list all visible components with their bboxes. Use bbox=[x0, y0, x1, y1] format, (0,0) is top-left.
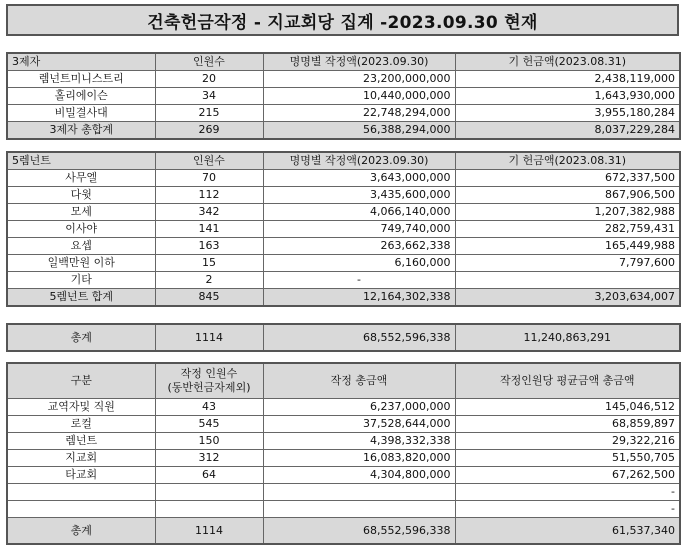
table-5-remnant bbox=[6, 151, 681, 307]
header-count: 인원수 bbox=[155, 53, 263, 71]
header-average: 작정인원당 평균금액 총금액 bbox=[455, 363, 680, 399]
row-name: 요셉 bbox=[7, 238, 155, 255]
row-pledge bbox=[263, 501, 455, 518]
row-name: 렘넌트 bbox=[7, 433, 155, 450]
header-offered: 기 헌금액(2023.08.31) bbox=[455, 53, 680, 71]
row-average: 68,859,897 bbox=[455, 416, 680, 433]
row-count: 15 bbox=[155, 255, 263, 272]
table-header-row bbox=[7, 363, 680, 399]
row-name: 다윗 bbox=[7, 187, 155, 204]
row-name: 이사야 bbox=[7, 221, 155, 238]
row-name bbox=[7, 484, 155, 501]
row-name: 교역자및 직원 bbox=[7, 399, 155, 416]
row-count: 342 bbox=[155, 204, 263, 221]
row-pledge: 4,066,140,000 bbox=[263, 204, 455, 221]
row-average: - bbox=[455, 501, 680, 518]
total-pledge: 56,388,294,000 bbox=[263, 122, 455, 140]
total-count: 269 bbox=[155, 122, 263, 140]
row-count: 215 bbox=[155, 105, 263, 122]
total-label: 5렘넌트 합계 bbox=[7, 289, 155, 307]
total-offered: 3,203,634,007 bbox=[455, 289, 680, 307]
table-by-group bbox=[6, 362, 681, 545]
row-offered bbox=[455, 272, 680, 289]
header-offered: 기 헌금액(2023.08.31) bbox=[455, 152, 680, 170]
header-category: 3제자 bbox=[7, 53, 155, 71]
row-average: 145,046,512 bbox=[455, 399, 680, 416]
header-pledge: 명명별 작정액(2023.09.30) bbox=[263, 152, 455, 170]
header-pledge-total: 작정 총금액 bbox=[263, 363, 455, 399]
row-name: 렘넌트미니스트리 bbox=[7, 71, 155, 88]
header-category: 구분 bbox=[7, 363, 155, 399]
row-offered: 1,207,382,988 bbox=[455, 204, 680, 221]
row-pledge: 23,200,000,000 bbox=[263, 71, 455, 88]
total-label: 총계 bbox=[7, 518, 155, 545]
table-row bbox=[7, 71, 680, 88]
row-offered: 1,643,930,000 bbox=[455, 88, 680, 105]
row-average: - bbox=[455, 484, 680, 501]
table-total-row bbox=[7, 324, 680, 351]
total-count: 1114 bbox=[155, 324, 263, 351]
row-offered: 165,449,988 bbox=[455, 238, 680, 255]
table-row bbox=[7, 204, 680, 221]
row-count: 163 bbox=[155, 238, 263, 255]
row-name: 비밀결사대 bbox=[7, 105, 155, 122]
total-count: 1114 bbox=[155, 518, 263, 545]
row-pledge: 6,237,000,000 bbox=[263, 399, 455, 416]
table-row bbox=[7, 467, 680, 484]
row-pledge: 10,440,000,000 bbox=[263, 88, 455, 105]
table-total-row bbox=[7, 122, 680, 140]
table-row bbox=[7, 105, 680, 122]
header-category: 5렘넌트 bbox=[7, 152, 155, 170]
table-row bbox=[7, 501, 680, 518]
total-offered: 11,240,863,291 bbox=[455, 324, 680, 351]
row-pledge: 749,740,000 bbox=[263, 221, 455, 238]
table-grand-total bbox=[6, 323, 681, 352]
header-pledge: 명명별 작정액(2023.09.30) bbox=[263, 53, 455, 71]
table-row bbox=[7, 450, 680, 467]
row-pledge: 16,083,820,000 bbox=[263, 450, 455, 467]
total-count: 845 bbox=[155, 289, 263, 307]
row-pledge: 263,662,338 bbox=[263, 238, 455, 255]
table-row bbox=[7, 170, 680, 187]
row-offered: 282,759,431 bbox=[455, 221, 680, 238]
row-count: 20 bbox=[155, 71, 263, 88]
table-row bbox=[7, 187, 680, 204]
header-count: 작정 인원수 (동반헌금자제외) bbox=[155, 363, 263, 399]
row-count: 312 bbox=[155, 450, 263, 467]
table-row bbox=[7, 433, 680, 450]
total-label: 3제자 총합계 bbox=[7, 122, 155, 140]
row-pledge: 4,398,332,338 bbox=[263, 433, 455, 450]
row-count: 545 bbox=[155, 416, 263, 433]
table-header-row bbox=[7, 53, 680, 71]
row-name: 홀리에이슨 bbox=[7, 88, 155, 105]
row-average: 67,262,500 bbox=[455, 467, 680, 484]
total-label: 총계 bbox=[7, 324, 155, 351]
table-total-row bbox=[7, 289, 680, 307]
row-name: 기타 bbox=[7, 272, 155, 289]
table-row bbox=[7, 255, 680, 272]
total-average: 61,537,340 bbox=[455, 518, 680, 545]
row-count: 34 bbox=[155, 88, 263, 105]
row-offered: 2,438,119,000 bbox=[455, 71, 680, 88]
row-offered: 672,337,500 bbox=[455, 170, 680, 187]
row-pledge: 4,304,800,000 bbox=[263, 467, 455, 484]
total-pledge: 68,552,596,338 bbox=[263, 324, 455, 351]
row-count: 141 bbox=[155, 221, 263, 238]
row-pledge: 6,160,000 bbox=[263, 255, 455, 272]
table-row bbox=[7, 484, 680, 501]
row-pledge: 3,435,600,000 bbox=[263, 187, 455, 204]
row-average: 29,322,216 bbox=[455, 433, 680, 450]
table-row bbox=[7, 399, 680, 416]
table-header-row bbox=[7, 152, 680, 170]
table-row bbox=[7, 88, 680, 105]
row-name: 지교회 bbox=[7, 450, 155, 467]
row-pledge bbox=[263, 484, 455, 501]
total-pledge: 68,552,596,338 bbox=[263, 518, 455, 545]
table-row bbox=[7, 238, 680, 255]
row-count: 112 bbox=[155, 187, 263, 204]
row-count bbox=[155, 484, 263, 501]
table-row bbox=[7, 221, 680, 238]
table-total-row bbox=[7, 518, 680, 545]
row-count bbox=[155, 501, 263, 518]
row-name: 모세 bbox=[7, 204, 155, 221]
row-count: 2 bbox=[155, 272, 263, 289]
row-count: 64 bbox=[155, 467, 263, 484]
row-offered: 3,955,180,284 bbox=[455, 105, 680, 122]
total-pledge: 12,164,302,338 bbox=[263, 289, 455, 307]
row-name: 로컬 bbox=[7, 416, 155, 433]
row-pledge: 3,643,000,000 bbox=[263, 170, 455, 187]
row-name: 타교회 bbox=[7, 467, 155, 484]
row-name: 사무엘 bbox=[7, 170, 155, 187]
row-name bbox=[7, 501, 155, 518]
header-count: 인원수 bbox=[155, 152, 263, 170]
total-offered: 8,037,229,284 bbox=[455, 122, 680, 140]
page-title: 건축헌금작정 - 지교회당 집계 -2023.09.30 현재 bbox=[6, 4, 679, 36]
row-pledge: 22,748,294,000 bbox=[263, 105, 455, 122]
row-name: 일백만원 이하 bbox=[7, 255, 155, 272]
row-average: 51,550,705 bbox=[455, 450, 680, 467]
row-offered: 7,797,600 bbox=[455, 255, 680, 272]
row-pledge: 37,528,644,000 bbox=[263, 416, 455, 433]
table-row bbox=[7, 272, 680, 289]
row-count: 70 bbox=[155, 170, 263, 187]
row-pledge: - bbox=[263, 272, 455, 289]
table-3-disciples bbox=[6, 52, 681, 140]
row-count: 43 bbox=[155, 399, 263, 416]
row-offered: 867,906,500 bbox=[455, 187, 680, 204]
table-row bbox=[7, 416, 680, 433]
row-count: 150 bbox=[155, 433, 263, 450]
